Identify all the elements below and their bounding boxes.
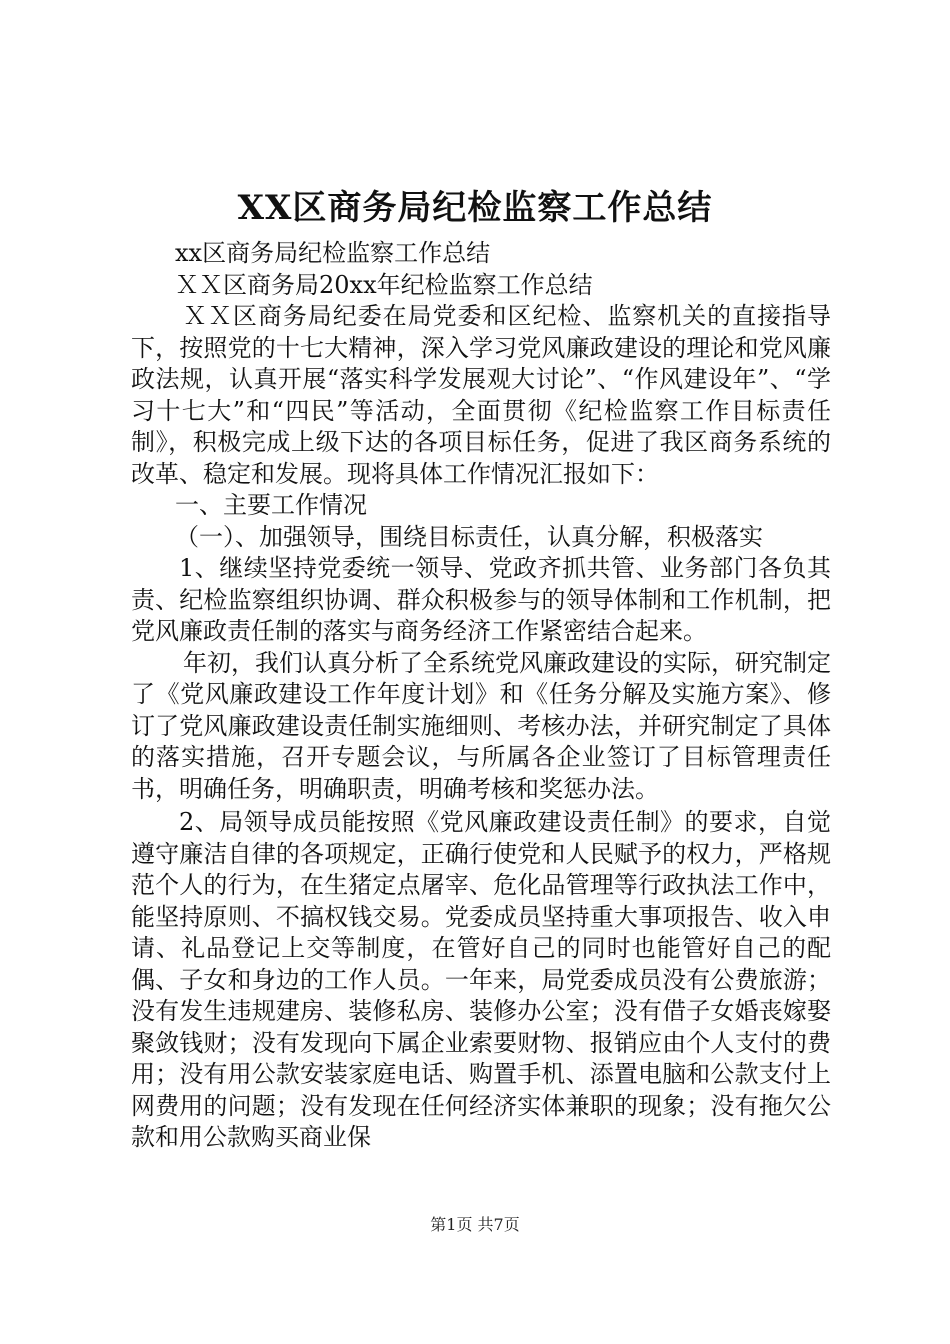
item-2-paragraph: 2、局领导成员能按照《党风廉政建设责任制》的要求，自觉遵守廉洁自律的各项规定，正确行使党和人民赋予的权力，严格规范个人的行为，在生猪定点屠宰、危化品管理等行政执法工作中，能坚持原则、不搞权钱交易。党委成员坚持重大事项报告、收入申请、礼品登记上交等制度，在管好自己的同时也能管好自己的配偶、子女和身边的工作人员。一年来，局党委成员没有公费旅游；没有发生违规建房、装修私房、装修办公室；没有借子女婚丧嫁娶聚敛钱财；没有发现向下属企业索要财物、报销应由个人支付的费用；没有用公款安装家庭电话、购置手机、添置电脑和公款支付上网费用的问题；没有发现在任何经济实体兼职的现象；没有拖欠公款和用公款购买商业保: [131, 808, 831, 1151]
intro-paragraph: ＸＸ区商务局纪委在局党委和区纪检、监察机关的直接指导下，按照党的十七大精神，深入学习党风廉政建设的理论和党风廉政法规，认真开展“落实科学发展观大讨论”、“作风建设年”、“学习十七大”和“四民”等活动，全面贯彻《纪检监察工作目标责任制》，积极完成上级下达的各项目标任务，促进了我区商务系统的改革、稳定和发展。现将具体工作情况汇报如下：: [131, 302, 831, 488]
document-title: XX区商务局纪检监察工作总结: [237, 188, 713, 228]
document-body: [131, 238, 831, 1154]
subsection-heading-paragraph: （一）、加强领导，围绕目标责任，认真分解，积极落实: [175, 522, 763, 551]
page-number-footer: 第1页 共7页: [430, 1215, 520, 1234]
item-1-paragraph: 1、继续坚持党委统一领导、党政齐抓共管、业务部门各负其责、纪检监察组织协调、群众积极参与的领导体制和工作机制，把党风廉政责任制的落实与商务经济工作紧密结合起来。: [131, 554, 831, 645]
section-heading-paragraph: 一、主要工作情况: [175, 491, 367, 519]
annual-plan-paragraph: 年初，我们认真分析了全系统党风廉政建设的实际，研究制定了《党风廉政建设工作年度计划》和《任务分解及实施方案》、修订了党风廉政建设责任制实施细则、考核办法，并研究制定了具体的落实措施，召开专题会议，与所属各企业签订了目标管理责任书，明确任务，明确职责，明确考核和奖惩办法。: [131, 648, 831, 803]
subtitle-paragraph: xx区商务局纪检监察工作总结: [175, 239, 491, 267]
report-heading-paragraph: ＸＸ区商务局20xx年纪检监察工作总结: [175, 270, 593, 299]
